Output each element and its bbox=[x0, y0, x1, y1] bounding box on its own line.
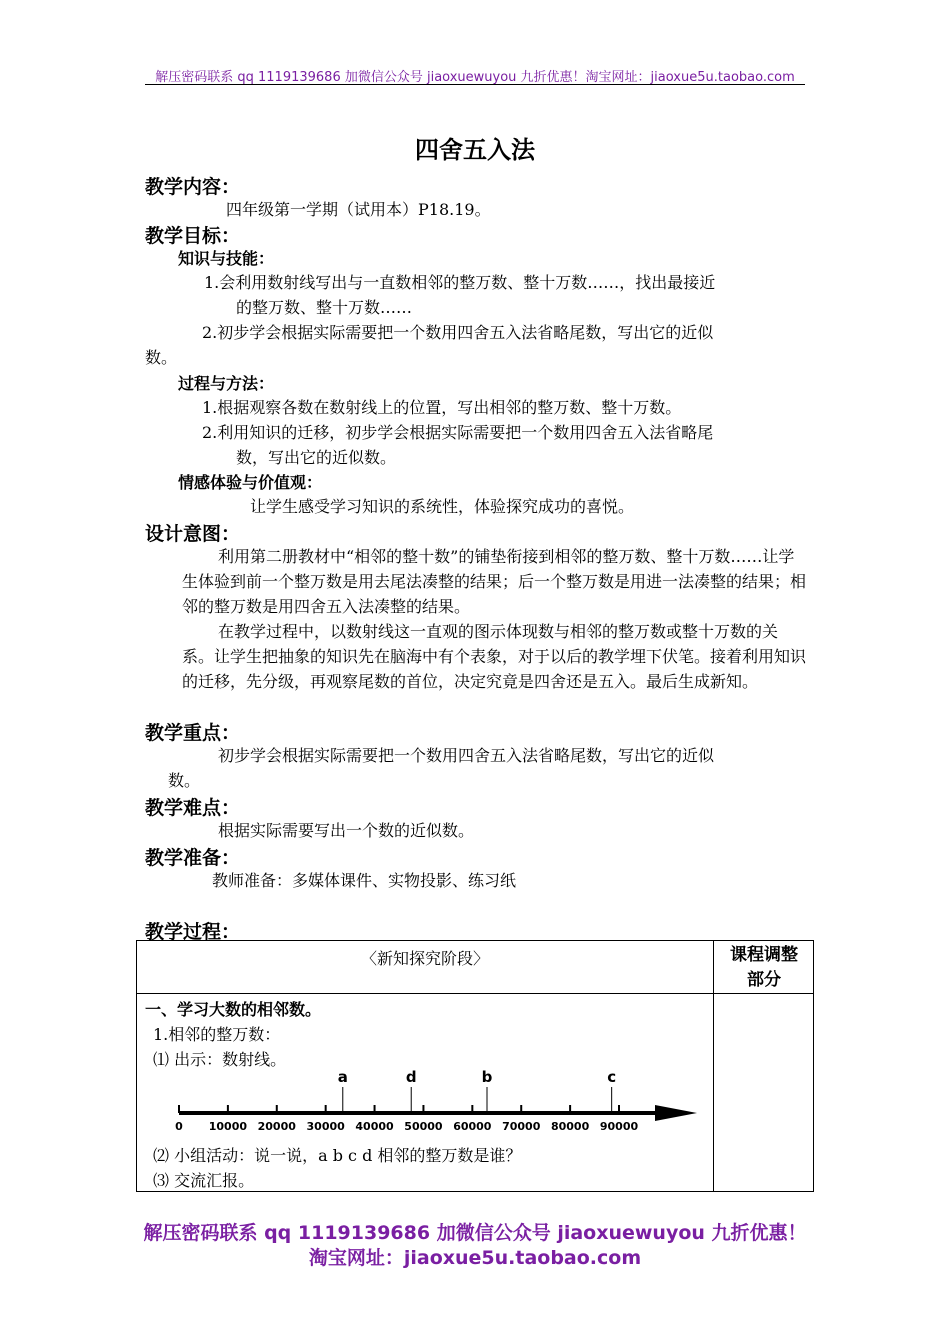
tick-label: 10000 bbox=[208, 1120, 248, 1133]
knowledge-heading: 知识与技能： bbox=[178, 249, 275, 268]
tick-label: 40000 bbox=[355, 1120, 394, 1133]
knowledge-item2-line1: 2.初步学会根据实际需要把一个数用四舍五入法省略尾数，写出它的近似 bbox=[202, 323, 714, 342]
adjust-header-line2: 部分 bbox=[747, 970, 781, 990]
process-item2-line1: 2.利用知识的迁移，初步学会根据实际需要把一个数用四舍五入法省略尾 bbox=[202, 423, 714, 442]
step2-text: ⑵ 小组活动：说一说，a b c d 相邻的整万数是谁？ bbox=[153, 1146, 522, 1165]
keypoint-line2: 数。 bbox=[168, 771, 201, 790]
header-banner: 解压密码联系 qq 1119139686 加微信公众号 jiaoxuewuyou 九折优惠！淘宝网址：jiaoxue5u.taobao.com bbox=[155, 70, 795, 85]
tick-label: 90000 bbox=[599, 1120, 639, 1133]
point-label-d: d bbox=[405, 1068, 417, 1086]
process-item1: 1.根据观察各数在数射线上的位置，写出相邻的整万数、整十万数。 bbox=[202, 398, 682, 417]
step1-text: ⑴ 出示：数射线。 bbox=[153, 1050, 287, 1069]
adjust-header-line1: 课程调整 bbox=[730, 945, 798, 965]
preparation-text: 教师准备：多媒体课件、实物投影、练习纸 bbox=[212, 871, 517, 890]
knowledge-item1-line2: 的整万数、整十万数…… bbox=[236, 298, 413, 317]
content-text: 四年级第一学期（试用本）P18.19。 bbox=[226, 200, 491, 219]
difficulty-heading: 教学难点： bbox=[145, 797, 241, 819]
number-line-chart bbox=[167, 1065, 707, 1143]
tick-label: 80000 bbox=[550, 1120, 590, 1133]
tick-label: 0 bbox=[175, 1120, 183, 1133]
content-heading: 教学内容： bbox=[145, 176, 241, 198]
sub-title: 1.相邻的整万数： bbox=[153, 1025, 281, 1044]
emotion-text: 让学生感受学习知识的系统性，体验探究成功的喜悦。 bbox=[250, 497, 635, 516]
header-divider bbox=[145, 84, 805, 85]
design-para2: 在教学过程中，以数射线这一直观的图示体现数与相邻的整万数或整十万数的关系。让学生把抽象的知识先在脑海中有个表象，对于以后的教学埋下伏笔。接着利用知识的迁移，先分级，再观察尾数的首位，决定究竟是四舍还是五入。最后生成新知。 bbox=[182, 622, 807, 691]
design-para1: 利用第二册教材中“相邻的整十数”的铺垫衔接到相邻的整万数、整十万数……让学生体验到前一个整万数是用去尾法凑整的结果；后一个整万数是用进一法凑整的结果；相邻的整万数是用四舍五入法凑整的结果。 bbox=[182, 547, 807, 616]
page-title: 四舍五入法 bbox=[415, 136, 535, 164]
difficulty-text: 根据实际需要写出一个数的近似数。 bbox=[218, 821, 475, 840]
step3-text: ⑶ 交流汇报。 bbox=[153, 1171, 255, 1190]
tick-label: 60000 bbox=[453, 1120, 492, 1133]
tick-label: 70000 bbox=[502, 1120, 541, 1133]
tick-label: 50000 bbox=[404, 1120, 443, 1133]
preparation-heading: 教学准备： bbox=[145, 847, 241, 869]
point-label-b: b bbox=[481, 1068, 493, 1086]
section-title: 一、学习大数的相邻数。 bbox=[145, 1000, 322, 1019]
point-label-a: a bbox=[337, 1068, 348, 1086]
point-label-c: c bbox=[607, 1068, 617, 1086]
teaching-process-table bbox=[136, 940, 814, 1192]
keypoint-heading: 教学重点： bbox=[145, 722, 241, 744]
emotion-heading: 情感体验与价值观： bbox=[178, 473, 323, 492]
goals-heading: 教学目标： bbox=[145, 225, 241, 247]
process-section-heading: 教学过程： bbox=[145, 921, 241, 943]
knowledge-item1-line1: 1.会利用数射线写出与一直数相邻的整万数、整十万数……，找出最接近 bbox=[204, 273, 716, 292]
adjust-column-header bbox=[714, 943, 814, 993]
tick-label: 20000 bbox=[257, 1120, 296, 1133]
knowledge-item2-line2: 数。 bbox=[145, 348, 178, 367]
stage-header: 〈新知探究阶段〉 bbox=[360, 949, 489, 968]
number-line-arrowhead bbox=[655, 1105, 697, 1121]
keypoint-line1: 初步学会根据实际需要把一个数用四舍五入法省略尾数，写出它的近似 bbox=[218, 746, 715, 765]
footer-line1: 解压密码联系 qq 1119139686 加微信公众号 jiaoxuewuyou 九折优惠！ bbox=[143, 1222, 807, 1244]
table-row-divider bbox=[137, 993, 813, 994]
process-item2-line2: 数，写出它的近似数。 bbox=[236, 448, 397, 467]
tick-label: 30000 bbox=[306, 1120, 345, 1133]
footer-line2: 淘宝网址：jiaoxue5u.taobao.com bbox=[308, 1247, 642, 1269]
design-heading: 设计意图： bbox=[145, 523, 241, 545]
process-heading: 过程与方法： bbox=[178, 374, 275, 393]
